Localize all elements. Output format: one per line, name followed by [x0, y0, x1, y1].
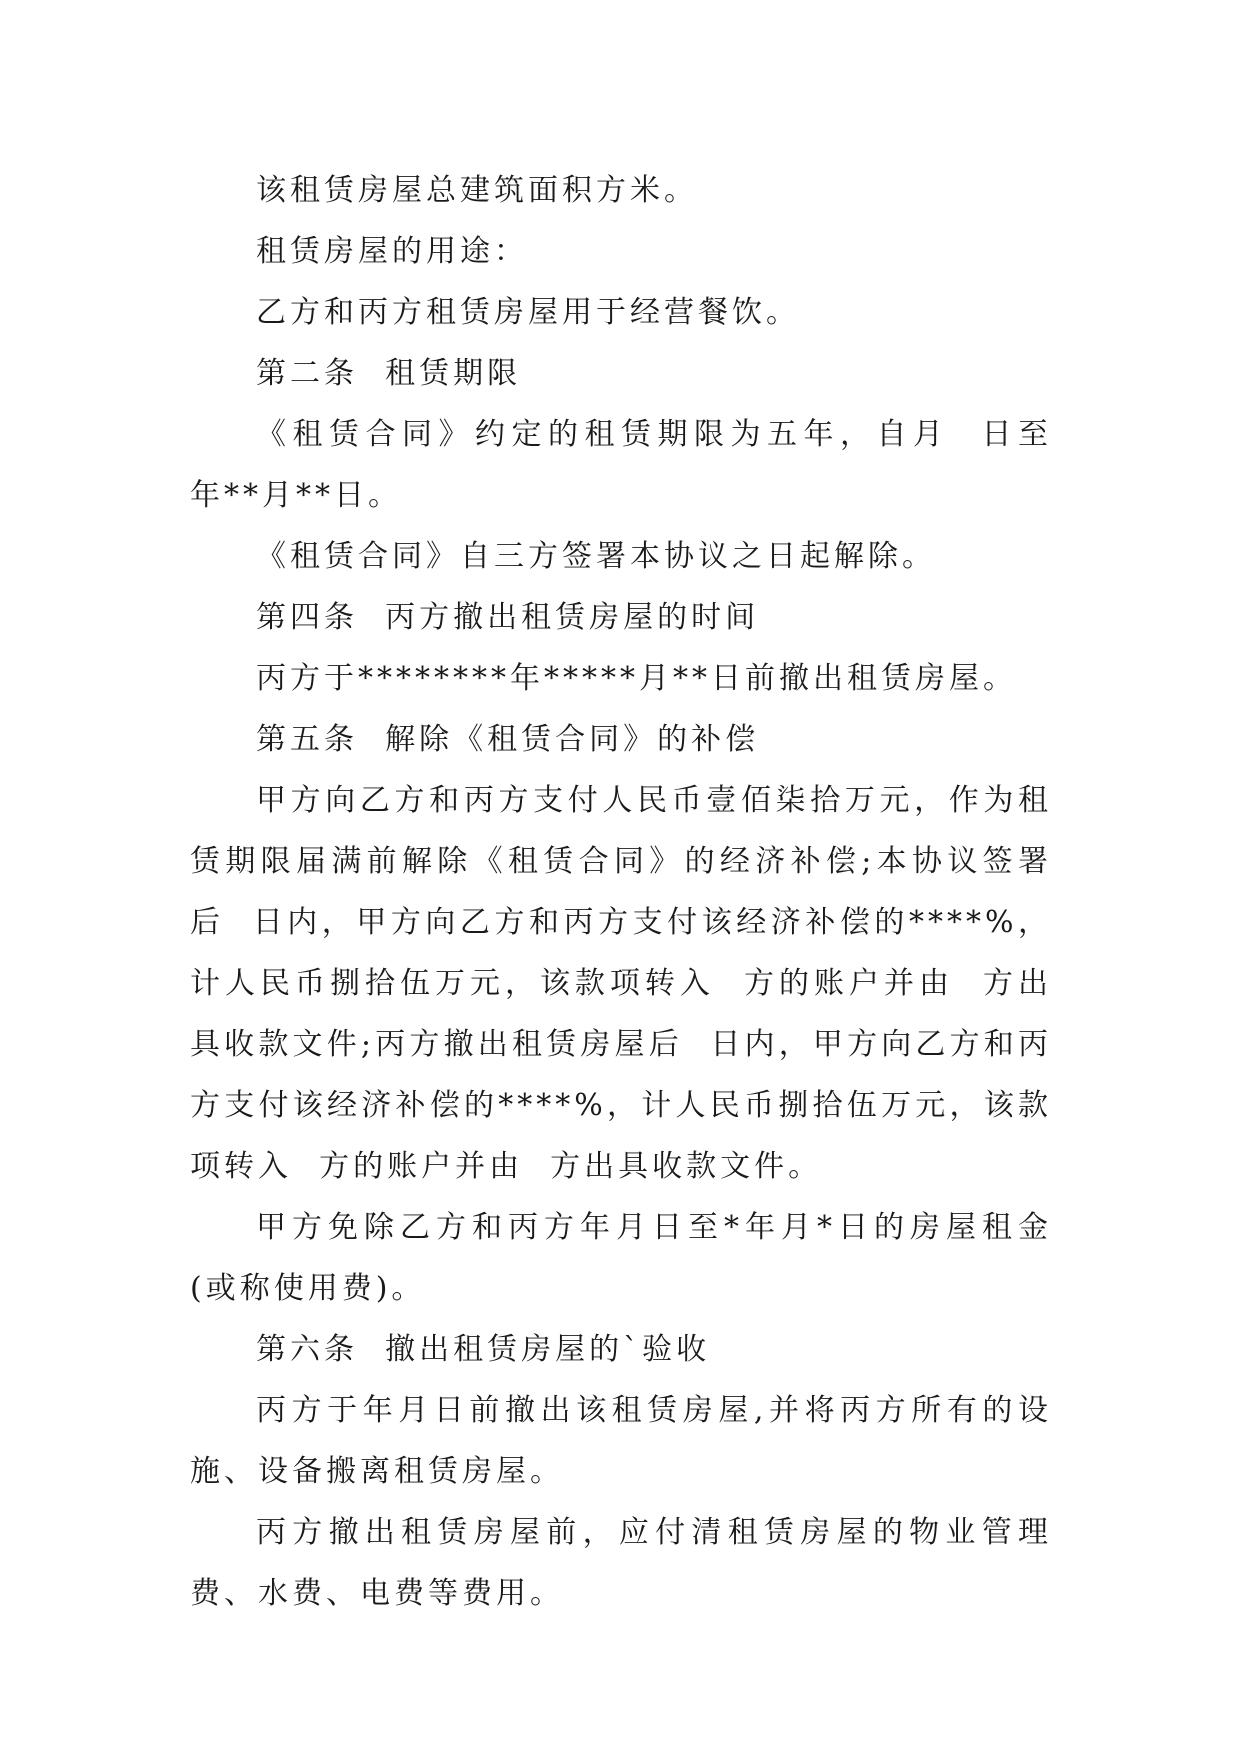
- paragraph-floor-area: 该租赁房屋总建筑面积方米。: [256, 173, 698, 208]
- paragraph-vacate-date: 丙方于********年*****月**日前撤出租赁房屋。: [256, 661, 1017, 696]
- paragraph-remove-equipment: 丙方于年月日前撤出该租赁房屋,并将丙方所有的设施、设备搬离租赁房屋。: [190, 1393, 1052, 1489]
- article-2-heading: 第二条 租赁期限: [256, 356, 522, 391]
- paragraph-lease-term: 《租赁合同》约定的租赁期限为五年，自月 日至 年**月**日。: [190, 417, 1080, 513]
- paragraph-compensation: 甲方向乙方和丙方支付人民币壹佰柒拾万元，作为租赁期限届满前解除《租赁合同》的经济补偿;本协议签署后 日内，甲方向乙方和丙方支付该经济补偿的****%，计人民币捌拾伍万元，该款项转入 方的账户并由 方出具收款文件;丙方撤出租赁房屋后 日内，甲方向乙方和丙方支付该经济补偿的****%，计人民币捌拾伍万元，该款项转入 方的账户并由 方出具收款文件。: [190, 783, 1052, 1184]
- article-5-heading: 第五条 解除《租赁合同》的补偿: [256, 722, 760, 757]
- paragraph-usage-heading: 租赁房屋的用途：: [256, 234, 528, 269]
- paragraph-settle-fees: 丙方撤出租赁房屋前，应付清租赁房屋的物业管理费、水费、电费等费用。: [190, 1515, 1052, 1611]
- article-4-heading: 第四条 丙方撤出租赁房屋的时间: [256, 600, 760, 635]
- article-6-heading: 第六条 撤出租赁房屋的`验收: [256, 1332, 711, 1367]
- document-body: [190, 160, 1080, 1624]
- paragraph-contract-termination: 《租赁合同》自三方签署本协议之日起解除。: [256, 539, 936, 574]
- paragraph-usage: 乙方和丙方租赁房屋用于经营餐饮。: [256, 295, 800, 330]
- paragraph-rent-waiver: 甲方免除乙方和丙方年月日至*年月*日的房屋租金(或称使用费)。: [190, 1210, 1052, 1306]
